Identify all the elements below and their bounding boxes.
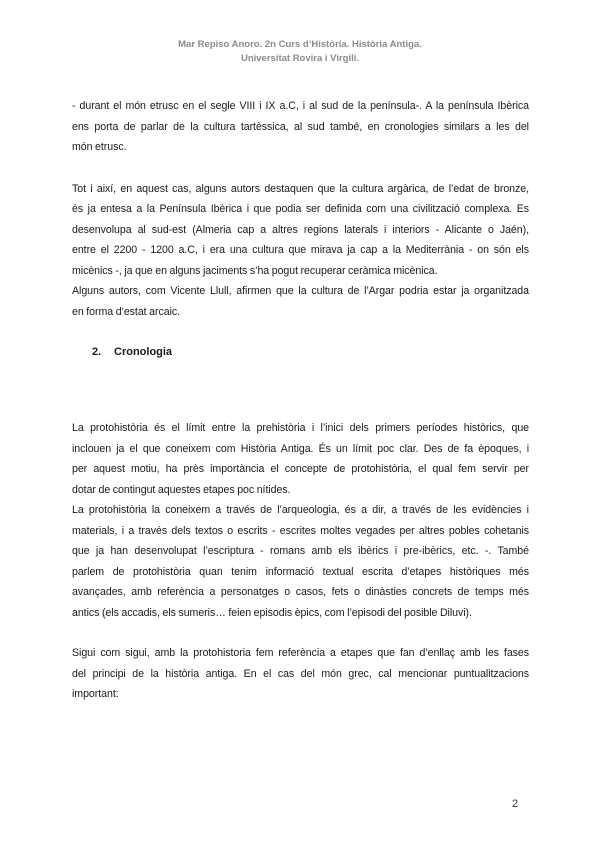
text-line: món etrusc.: [72, 141, 127, 153]
text-line: del principi de la història antiga. En el cas del món grec, cal mencionar puntualitzacions: [72, 667, 529, 680]
text-line: desenvolupa al sud-est (Almeria cap a altres regions laterals i interiors - Alicante o Jaén),: [72, 223, 529, 236]
text-line: avançades, amb referència a personatges o casos, fets o dinàsties concrets de temps més: [72, 586, 529, 598]
paragraph-spacer: [72, 322, 529, 342]
text-line: inclouen ja el que coneixem com Història Antiga. És un límit poc clar. Des de fa èpoques, i: [72, 442, 529, 455]
text-line: dotar de contingut aquestes etapes poc nítides.: [72, 483, 291, 496]
text-line: Sigui com sigui, amb la protohistoria fem referència a etapes que fan d’enllaç amb les fases: [72, 647, 529, 659]
text-line: important:: [72, 688, 119, 700]
paragraph-spacer: [72, 623, 529, 643]
section-title: Cronologia: [114, 346, 173, 358]
text-line: materials, i a través dels textos o escrits - escrites moltes vegades per altres pobles cohetanis: [72, 524, 529, 537]
paragraph-argaric: [72, 179, 529, 282]
header-line-university: Universitat Rovira i Virgili.: [240, 53, 360, 64]
text-line: per aquest motiu, ha près importància el concepte de protohistòria, el qual fem servir per: [72, 463, 529, 475]
text-line: ens porta de parlar de la cultura tartèssica, al sud també, en cronologies similars a les del: [72, 120, 529, 133]
paragraph-etruscan: [72, 96, 529, 158]
section-number: 2.: [92, 346, 102, 358]
header-line-author: Mar Repiso Anoro. 2n Curs d’Història. Història Antiga.: [178, 39, 422, 50]
text-line: antics (els accadis, els sumeris… feien episodis èpics, com l’episodi del posible Diluvi).: [72, 606, 472, 619]
text-line: - durant el món etrusc en el segle VIII i IX a.C, i al sud de la península-. A la península Ibèrica: [72, 100, 529, 112]
text-line: micènics -, ja que en alguns jaciments s’ha pogut recuperar ceràmica micènica.: [72, 264, 438, 277]
paragraph-protohistory-definition: [72, 418, 529, 500]
text-line: Tot i així, en aquest cas, alguns autors destaquen que la cultura argàrica, de l’edat de bronze,: [72, 182, 529, 195]
text-line: que ja han desenvolupat l’escriptura - romans amb els ibèrics i pre-ibèrics, etc. -. També: [72, 545, 529, 557]
page-header: [0, 38, 600, 66]
paragraph-llull: [72, 281, 529, 322]
text-line: parlem de protohistòria quan tenim informació textual escrita d’etapes històriques més: [72, 565, 529, 578]
text-line: en forma d’estat arcaic.: [72, 305, 181, 318]
paragraph-spacer: [72, 158, 529, 179]
paragraph-protohistory-sources: [72, 500, 529, 623]
paragraph-spacer: [72, 362, 529, 418]
text-line: La protohistòria és el límit entre la prehistòria i l’inici dels primers períodes històrics, que: [72, 422, 529, 434]
paragraph-greek-world: [72, 643, 529, 705]
document-body: [72, 96, 529, 705]
section-heading: [72, 342, 529, 362]
text-line: entre el 2200 - 1200 a.C, i era una cultura que mirava ja cap a la Mediterrània - on són els: [72, 244, 529, 256]
text-line: és ja entesa a la Península Ibèrica i que podia ser definida com una civilització complexa. Es: [72, 203, 529, 215]
page-number: 2: [512, 798, 519, 810]
text-line: La protohistòria la coneixem a través de l’arqueologia, és a dir, a través de les evidències i: [72, 504, 529, 516]
text-line: Alguns autors, com Vicente Llull, afirmen que la cultura de l’Argar podria estar ja organitzada: [72, 285, 529, 297]
